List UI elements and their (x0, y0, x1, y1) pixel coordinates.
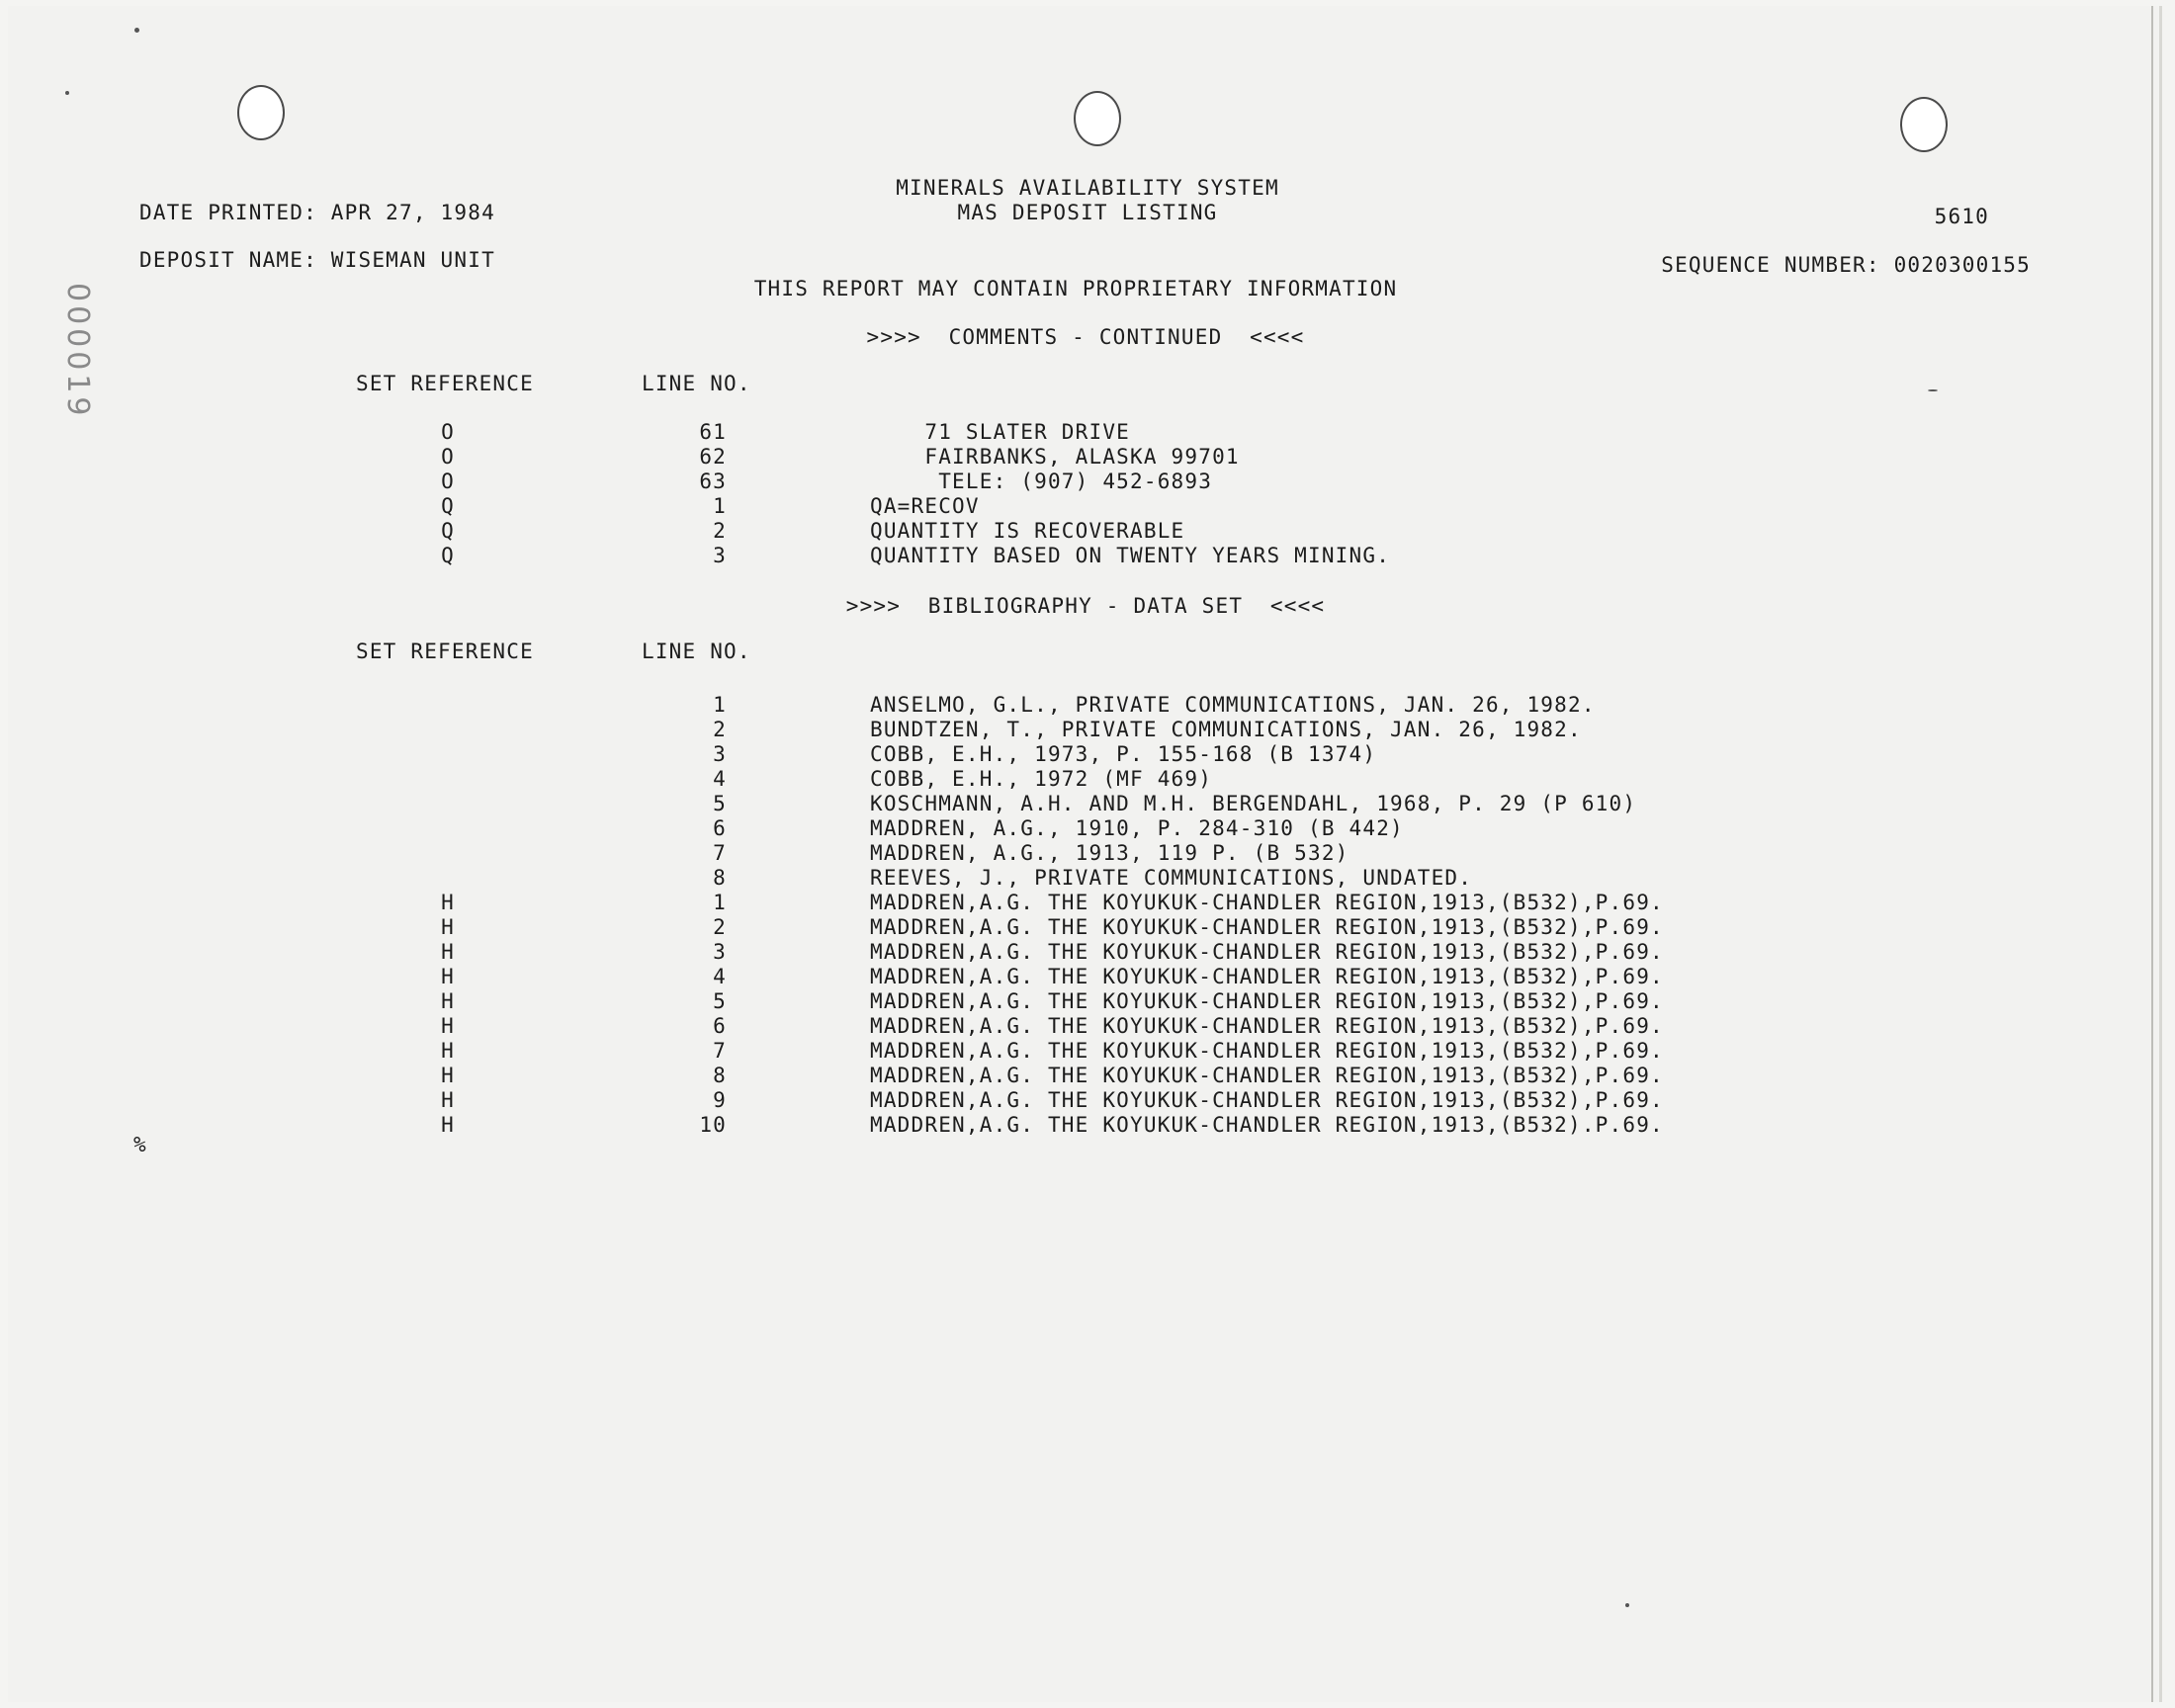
citation-text-cell: BUNDTZEN, T., PRIVATE COMMUNICATIONS, JAN. 26, 1982. (870, 718, 1582, 741)
citation-text-cell: MADDREN,A.G. THE KOYUKUK-CHANDLER REGION,1913,(B532),P.69. (870, 1088, 1664, 1112)
set-reference-cell: O (441, 420, 455, 444)
comments-section-title: >>>> COMMENTS - CONTINUED <<<< (866, 325, 1305, 349)
proprietary-notice: THIS REPORT MAY CONTAIN PROPRIETARY INFORMATION (753, 277, 1398, 300)
citation-text-cell: MADDREN,A.G. THE KOYUKUK-CHANDLER REGION,1913,(B532),P.69. (870, 891, 1664, 914)
comments-col-line-no: LINE NO. (642, 372, 751, 395)
comment-text-cell: QUANTITY IS RECOVERABLE (870, 519, 1185, 543)
citation-text-cell: MADDREN, A.G., 1910, P. 284-310 (B 442) (870, 816, 1404, 840)
line-no-cell: 7 (713, 1039, 727, 1063)
punch-hole-left (237, 85, 285, 140)
citation-text-cell: MADDREN,A.G. THE KOYUKUK-CHANDLER REGION,1913,(B532),P.69. (870, 1039, 1664, 1063)
line-no-cell: 61 (699, 420, 727, 444)
line-no-cell: 1 (713, 891, 727, 914)
scan-speck (134, 28, 139, 33)
comment-text-cell: FAIRBANKS, ALASKA 99701 (870, 445, 1240, 469)
line-no-cell: 1 (713, 494, 727, 518)
deposit-name: DEPOSIT NAME: WISEMAN UNIT (139, 248, 495, 272)
set-reference-cell: H (441, 965, 455, 988)
citation-text-cell: MADDREN, A.G., 1913, 119 P. (B 532) (870, 841, 1349, 865)
margin-stamp-number: 000019 (60, 283, 95, 420)
page-edge-shadow (2151, 6, 2153, 1702)
set-reference-cell: H (441, 1014, 455, 1038)
set-reference-cell: Q (441, 544, 455, 567)
citation-text-cell: MADDREN,A.G. THE KOYUKUK-CHANDLER REGION,1913,(B532),P.69. (870, 989, 1664, 1013)
line-no-cell: 2 (713, 519, 727, 543)
line-no-cell: 8 (713, 866, 727, 890)
set-reference-cell: O (441, 470, 455, 493)
line-no-cell: 7 (713, 841, 727, 865)
set-reference-cell: H (441, 1039, 455, 1063)
line-no-cell: 1 (713, 693, 727, 717)
line-no-cell: 4 (713, 965, 727, 988)
citation-text-cell: MADDREN,A.G. THE KOYUKUK-CHANDLER REGION,1913,(B532),P.69. (870, 1014, 1664, 1038)
comment-text-cell: 71 SLATER DRIVE (870, 420, 1131, 444)
citation-text-cell: KOSCHMANN, A.H. AND M.H. BERGENDAHL, 1968, P. 29 (P 610) (870, 792, 1637, 815)
set-reference-cell: O (441, 445, 455, 469)
comment-text-cell: QA=RECOV (870, 494, 980, 518)
line-no-cell: 8 (713, 1064, 727, 1087)
scan-speck (65, 91, 69, 95)
line-no-cell: 62 (699, 445, 727, 469)
set-reference-cell: H (441, 940, 455, 964)
citation-text-cell: ANSELMO, G.L., PRIVATE COMMUNICATIONS, JAN. 26, 1982. (870, 693, 1596, 717)
line-no-cell: 3 (713, 940, 727, 964)
line-no-cell: 3 (713, 742, 727, 766)
comment-text-cell: QUANTITY BASED ON TWENTY YEARS MINING. (870, 544, 1391, 567)
line-no-cell: 3 (713, 544, 727, 567)
bibliography-section-title: >>>> BIBLIOGRAPHY - DATA SET <<<< (845, 594, 1326, 618)
line-no-cell: 6 (713, 816, 727, 840)
punch-hole-center (1074, 91, 1121, 146)
line-no-cell: 9 (713, 1088, 727, 1112)
set-reference-cell: H (441, 1113, 455, 1137)
citation-text-cell: MADDREN,A.G. THE KOYUKUK-CHANDLER REGION,1913,(B532).P.69. (870, 1113, 1664, 1137)
citation-text-cell: REEVES, J., PRIVATE COMMUNICATIONS, UNDATED. (870, 866, 1473, 890)
line-no-cell: 5 (713, 792, 727, 815)
line-no-cell: 2 (713, 915, 727, 939)
listing-title: MAS DEPOSIT LISTING (957, 201, 1218, 224)
line-no-cell: 10 (699, 1113, 727, 1137)
printout-page (8, 6, 2162, 1702)
comment-text-cell: TELE: (907) 452-6893 (870, 470, 1213, 493)
set-reference-cell: H (441, 891, 455, 914)
set-reference-cell: H (441, 1064, 455, 1087)
line-no-cell: 5 (713, 989, 727, 1013)
citation-text-cell: MADDREN,A.G. THE KOYUKUK-CHANDLER REGION,1913,(B532),P.69. (870, 940, 1664, 964)
line-no-cell: 63 (699, 470, 727, 493)
punch-hole-right (1900, 97, 1948, 152)
set-reference-cell: H (441, 1088, 455, 1112)
citation-text-cell: COBB, E.H., 1972 (MF 469) (870, 767, 1213, 791)
line-no-cell: 6 (713, 1014, 727, 1038)
line-no-cell: 4 (713, 767, 727, 791)
sequence-number: SEQUENCE NUMBER: 0020300155 (1661, 253, 2031, 277)
set-reference-cell: Q (441, 494, 455, 518)
set-reference-cell: H (441, 915, 455, 939)
set-reference-cell: H (441, 989, 455, 1013)
page-code: 5610 (1934, 205, 1989, 228)
citation-text-cell: MADDREN,A.G. THE KOYUKUK-CHANDLER REGION,1913,(B532),P.69. (870, 915, 1664, 939)
citation-text-cell: MADDREN,A.G. THE KOYUKUK-CHANDLER REGION,1913,(B532),P.69. (870, 965, 1664, 988)
comments-col-set-reference: SET REFERENCE (356, 372, 534, 395)
date-printed: DATE PRINTED: APR 27, 1984 (139, 201, 495, 224)
citation-text-cell: MADDREN,A.G. THE KOYUKUK-CHANDLER REGION,1913,(B532),P.69. (870, 1064, 1664, 1087)
bibliography-col-set-reference: SET REFERENCE (356, 640, 534, 663)
citation-text-cell: COBB, E.H., 1973, P. 155-168 (B 1374) (870, 742, 1377, 766)
scan-speck (1928, 389, 1938, 391)
line-no-cell: 2 (713, 718, 727, 741)
bibliography-col-line-no: LINE NO. (642, 640, 751, 663)
footer-percent-mark: % (133, 1133, 147, 1156)
scan-speck (1625, 1603, 1629, 1607)
system-title: MINERALS AVAILABILITY SYSTEM (896, 176, 1279, 200)
set-reference-cell: Q (441, 519, 455, 543)
